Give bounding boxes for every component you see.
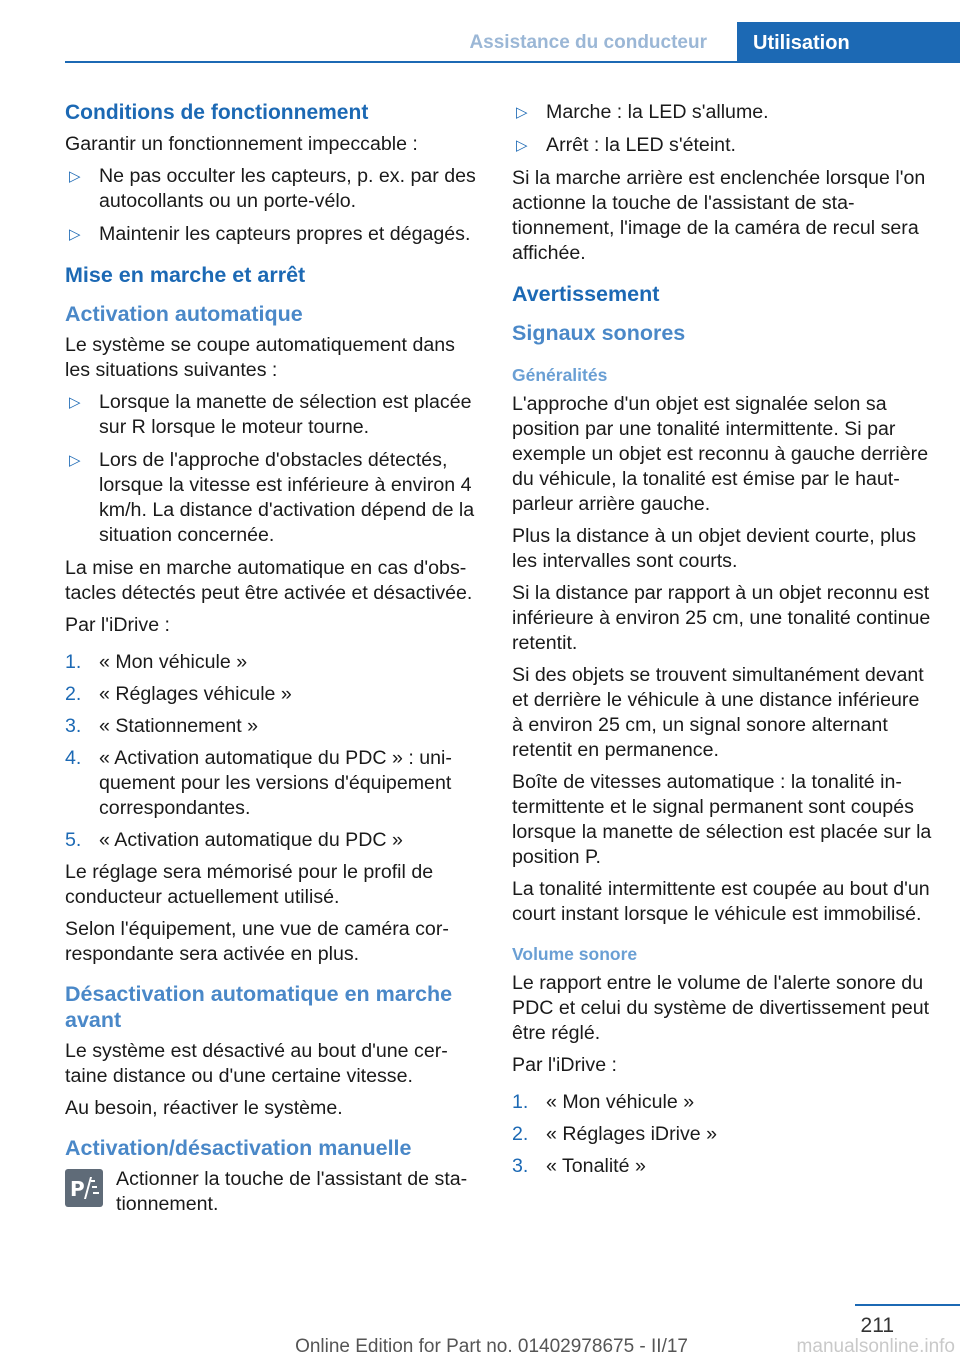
paragraph-tonalite: La tonalité intermittente est coupée au bout d'un court instant lorsque le véhicule est immobilisé. (512, 878, 930, 925)
paragraph-marche-arriere: Si la marche arrière est enclenchée lorsque l'on actionne la touche de l'assistant de stationnement, l'image de la caméra de recul sera affichée. (512, 167, 926, 264)
triangle-bullet-icon: ▷ (69, 394, 81, 411)
heading-signaux-sonores: Signaux sonores (512, 321, 686, 345)
heading-avertissement: Avertissement (512, 282, 660, 306)
paragraph-systeme: Le système se coupe automatiquement dans les situations suivantes : (65, 334, 455, 381)
list-item: 2. « Réglages véhicule » (65, 683, 292, 705)
list-item: ▷ Maintenir les capteurs propres et dégagés. (69, 223, 471, 245)
edition-note: Online Edition for Part no. 01402978675 - II/17 (295, 1336, 688, 1357)
paragraph-idrive-right: Par l'iDrive : (512, 1054, 617, 1076)
paragraph-desactive: Le système est désactivé au bout d'une certaine distance ou d'une certaine vitesse. (65, 1040, 448, 1087)
triangle-bullet-icon: ▷ (69, 452, 81, 469)
parking-assistant-button-icon (65, 1169, 103, 1207)
header-section-title: Assistance du conducteur (469, 32, 707, 53)
list-item: 3. « Stationnement » (65, 715, 259, 737)
triangle-bullet-icon: ▷ (69, 226, 81, 243)
paragraph-boite: Boîte de vitesses automatique : la tonalité intermittente et le signal permanent sont coupés lorsque la manette de sélection est placée sur la position P. (512, 771, 932, 868)
list-item: 5. « Activation automatique du PDC » (65, 829, 403, 851)
heading-volume-sonore: Volume sonore (512, 944, 638, 964)
paragraph-si-objets: Si des objets se trouvent simultanément devant et derrière le véhicule à une distance inférieure à environ 25 cm, un signal sonore alternant retentit en permanence. (512, 664, 924, 761)
list-item: 1. « Mon véhicule » (512, 1091, 695, 1113)
header-rule (65, 61, 960, 63)
header-tab: Utilisation (737, 22, 960, 62)
bullet-list-conditions (65, 164, 480, 247)
heading-conditions: Conditions de fonctionnement (65, 101, 369, 124)
svg-text:P: P (70, 1177, 85, 1201)
paragraph-plus: Plus la distance à un objet devient courte, plus les intervalles sont courts. (512, 525, 917, 572)
bullet-list-situations (65, 390, 480, 548)
paragraph-idrive: Par l'iDrive : (65, 614, 170, 636)
heading-desactivation: Désactivation automatique en marche avant (65, 982, 453, 1032)
paragraph-rapport: Le rapport entre le volume de l'alerte sonore du PDC et celui du système de divertissement peut être réglé. (512, 972, 930, 1044)
paragraph-mise-auto: La mise en marche automatique en cas d'obstacles détectés peut être activée et désactivée. (65, 557, 473, 604)
watermark: manualsonline.info (796, 1336, 955, 1357)
paragraph-selon: Selon l'équipement, une vue de caméra correspondante sera activée en plus. (65, 918, 449, 965)
list-item: ▷ Marche : la LED s'allume. (516, 101, 769, 123)
heading-generalites: Généralités (512, 365, 608, 385)
paragraph-besoin: Au besoin, réactiver le système. (65, 1097, 343, 1119)
parking-button-instruction (65, 1167, 480, 1217)
list-item: 3. « Tonalité » (512, 1155, 646, 1177)
paragraph-reglage: Le réglage sera mémorisé pour le profil de conducteur actuellement utilisé. (65, 861, 434, 908)
heading-mise-en-marche: Mise en marche et arrêt (65, 263, 306, 287)
heading-activation-automatique: Activation automatique (65, 302, 303, 326)
numbered-list-idrive (65, 650, 480, 853)
list-item: 2. « Réglages iDrive » (512, 1123, 717, 1145)
heading-manuelle: Activation/désactivation manuelle (65, 1136, 412, 1160)
bullet-list-led (512, 100, 932, 158)
list-item: ▷ Ne pas occulter les capteurs, p. ex. par des autocollants ou un porte-vélo. (69, 165, 476, 212)
paragraph-approche: L'approche d'un objet est signalée selon sa position par une tonalité intermittente. Si par exemple un objet est reconnu à gauche derrière du véhicule, la tonalité est émise par le haut-parleur arrière gauche. (512, 393, 929, 515)
paragraph-si-distance: Si la distance par rapport à un objet reconnu est inférieure à environ 25 cm, une tonalité continue retentit. (512, 582, 931, 654)
list-item: 1. « Mon véhicule » (65, 651, 248, 673)
list-item: ▷ Lorsque la manette de sélection est placée sur R lorsque le moteur tourne. (69, 391, 472, 438)
footer-rule (855, 1304, 960, 1306)
triangle-bullet-icon: ▷ (516, 104, 528, 121)
list-item: 4. « Activation automatique du PDC » : uniquement pour les versions d'équipement correspondantes. (65, 747, 452, 819)
paragraph-actionner: Actionner la touche de l'assistant de stationnement. (116, 1168, 468, 1215)
page-header (0, 0, 960, 62)
paragraph-garantir: Garantir un fonctionnement impeccable : (65, 133, 418, 155)
right-column (512, 100, 932, 1186)
triangle-bullet-icon: ▷ (516, 137, 528, 154)
left-column (65, 100, 480, 1224)
list-item: ▷ Arrêt : la LED s'éteint. (516, 134, 736, 156)
list-item: ▷ Lors de l'approche d'obstacles détectés, lorsque la vitesse est inférieure à environ 4 km/h. La distance d'activation dépend de la situation concernée. (69, 449, 475, 546)
triangle-bullet-icon: ▷ (69, 168, 81, 185)
page-footer (0, 1290, 960, 1362)
numbered-list-volume (512, 1090, 932, 1179)
page-number: 211 (860, 1314, 894, 1337)
